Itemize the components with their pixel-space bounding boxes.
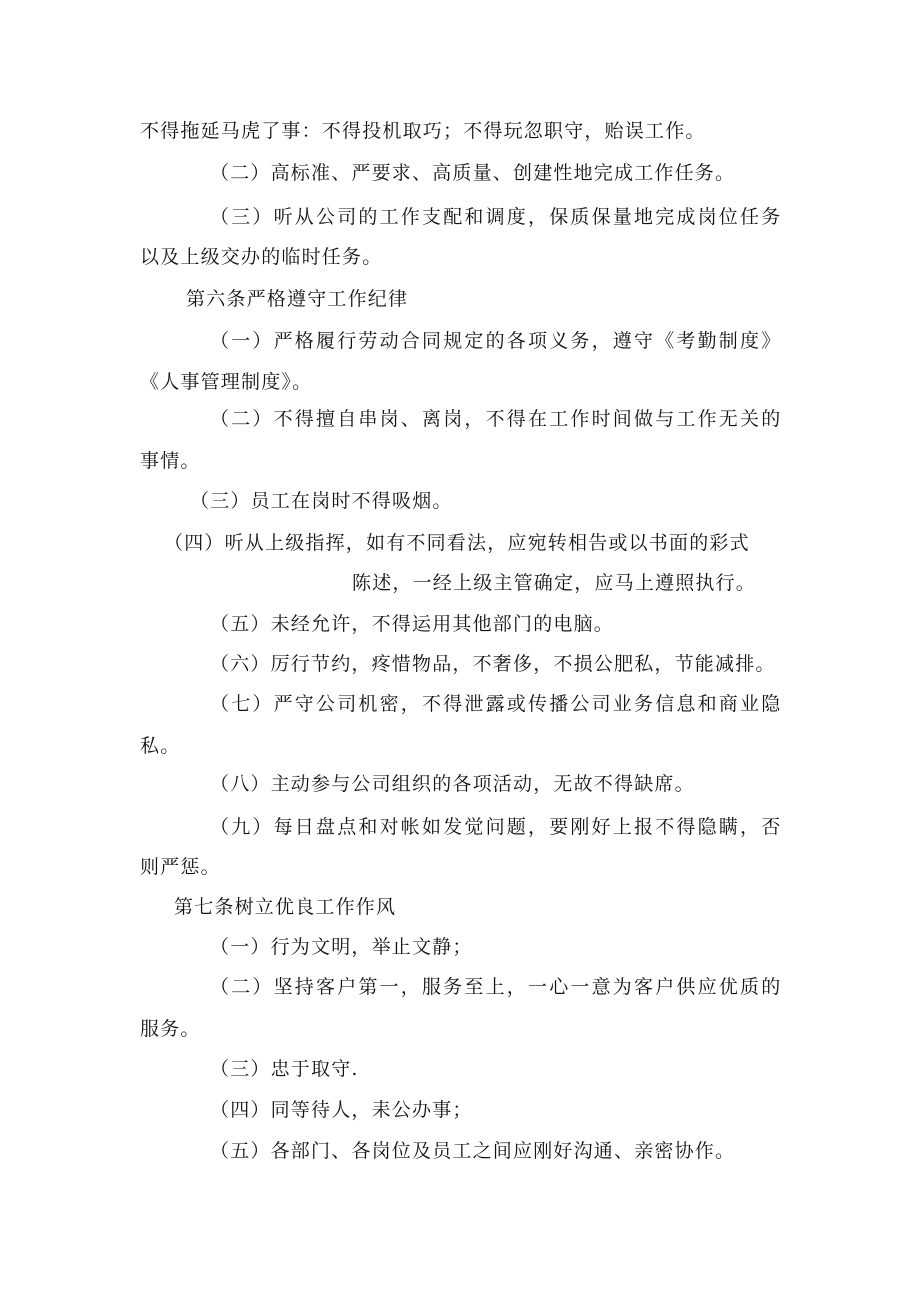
- text-line: （八）主动参与公司组织的各项活动，无故不得缺席。: [210, 773, 695, 795]
- text-line: （二）不得擅自串岗、离岗，不得在工作时间做与工作无关的: [210, 408, 783, 430]
- section-heading: 第六条严格遵守工作纪律: [186, 288, 409, 310]
- text-line: （二）坚持客户第一，服务至上，一心一意为客户供应优质的: [210, 976, 783, 998]
- text-line: 不得拖延马虎了事：不得投机取巧；不得玩忽职守，贻误工作。: [140, 120, 706, 142]
- text-line: （九）每日盘点和对帐如发觉问题，要刚好上报不得隐瞒，否: [210, 816, 783, 838]
- text-line: （二）高标准、严要求、高质量、创建性地完成工作任务。: [210, 162, 736, 184]
- text-line: （七）严守公司机密，不得泄露或传播公司业务信息和商业隐: [210, 693, 783, 715]
- text-line: 陈述，一经上级主管确定，应马上遵照执行。: [352, 572, 757, 594]
- text-line: （一）行为文明，举止文静；: [210, 936, 473, 958]
- text-line: （六）厉行节约，疼惜物品，不奢侈，不损公肥私，节能减排。: [210, 653, 776, 675]
- text-line: （四）同等待人，耒公办事；: [210, 1099, 473, 1121]
- text-line: （三）忠于取守.: [210, 1058, 359, 1080]
- text-line: 服务。: [140, 1018, 201, 1040]
- text-line: （三）听从公司的工作支配和调度，保质保量地完成岗位任务: [210, 206, 783, 228]
- text-line: 以及上级交办的临时任务。: [140, 246, 383, 268]
- text-line: 则严惩。: [140, 856, 221, 878]
- section-heading: 第七条树立优良工作作风: [174, 896, 397, 918]
- text-line: 私。: [140, 735, 181, 757]
- text-line: 《人事管理制度》。: [140, 371, 313, 393]
- text-line: （四）听从上级指挥，如有不同看法，应宛转相告或以书面的彩式: [164, 532, 750, 554]
- text-line: （三）员工在岗时不得吸烟。: [190, 490, 453, 512]
- text-line: （五）各部门、各岗位及员工之间应刚好沟通、亲密协作。: [210, 1140, 736, 1162]
- text-line: （五）未经允许，不得运用其他部门的电脑。: [210, 613, 615, 635]
- text-line: （一）严格履行劳动合同规定的各项义务，遵守《考勤制度》: [210, 330, 783, 352]
- text-line: 事情。: [140, 450, 201, 472]
